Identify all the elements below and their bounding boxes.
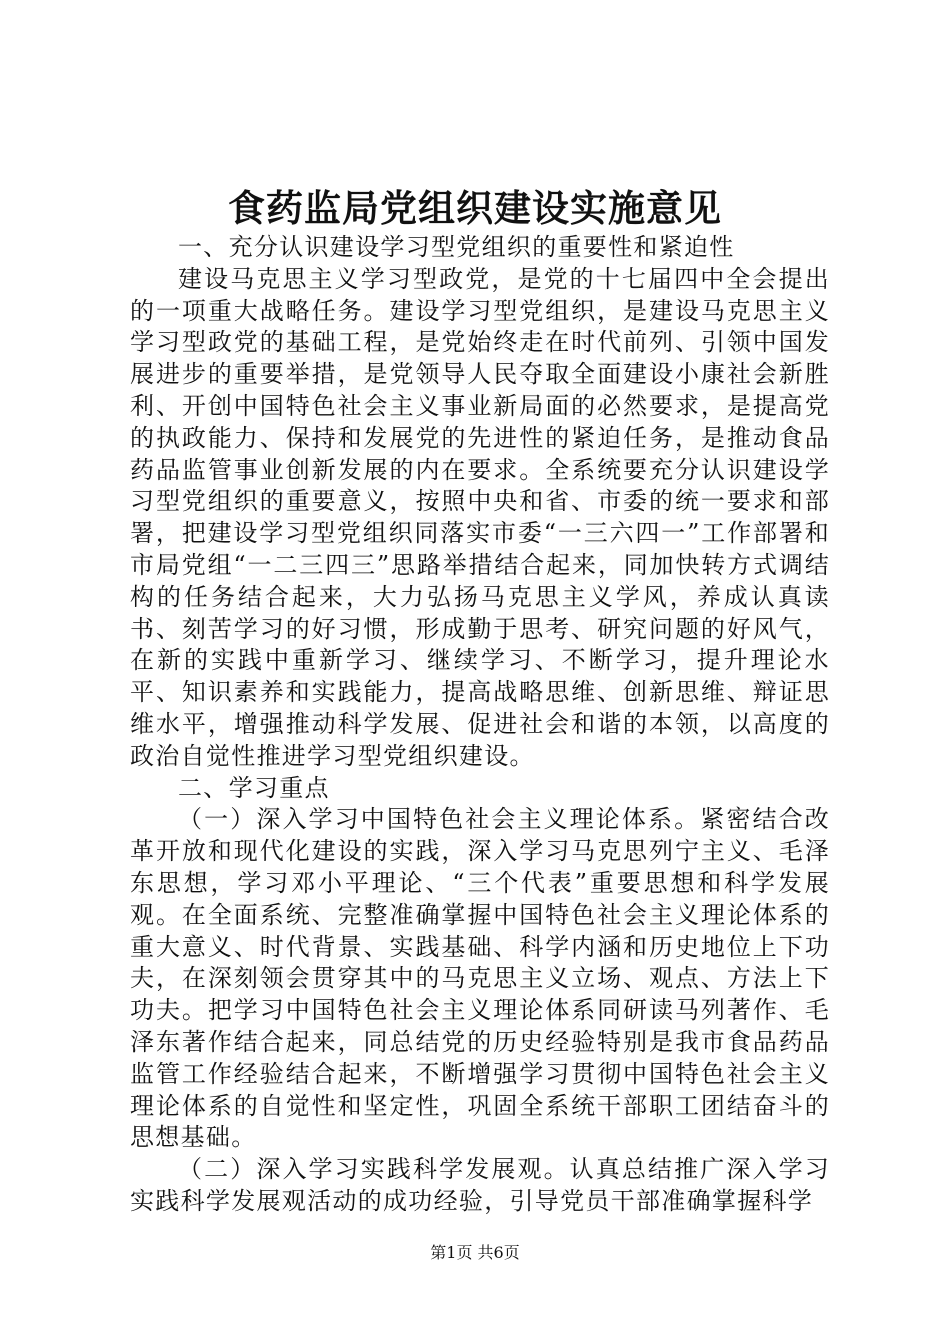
body-paragraph: （一）深入学习中国特色社会主义理论体系。紧密结合改革开放和现代化建设的实践，深入学习马克思列宁主义、毛泽东思想，学习邓小平理论、“三个代表”重要思想和科学发展观。在全面系统、完整准确掌握中国特色社会主义理论体系的重大意义、时代背景、实践基础、科学内涵和历史地位上下功夫，在深刻领会贯穿其中的马克思主义立场、观点、方法上下功夫。把学习中国特色社会主义理论体系同研读马列著作、毛泽东著作结合起来，同总结党的历史经验特别是我市食品药品监管工作经验结合起来，不断增强学习贯彻中国特色社会主义理论体系的自觉性和坚定性，巩固全系统干部职工团结奋斗的思想基础。 [130,805,830,1152]
body-paragraph: 建设马克思主义学习型政党，是党的十七届四中全会提出的一项重大战略任务。建设学习型党组织，是建设马克思主义学习型政党的基础工程，是党始终走在时代前列、引领中国发展进步的重要举措，是党领导人民夺取全面建设小康社会新胜利、开创中国特色社会主义事业新局面的必然要求，是提高党的执政能力、保持和发展党的先进性的紧迫任务，是推动食品药品监管事业创新发展的内在要求。全系统要充分认识建设学习型党组织的重要意义，按照中央和省、市委的统一要求和部署，把建设学习型党组织同落实市委“一三六四一”工作部署和市局党组“一二三四三”思路举措结合起来，同加快转方式调结构的任务结合起来，大力弘扬马克思主义学风，养成认真读书、刻苦学习的好习惯，形成勤于思考、研究问题的好风气，在新的实践中重新学习、继续学习、不断学习，提升理论水平、知识素养和实践能力，提高战略思维、创新思维、辩证思维水平，增强推动科学发展、促进社会和谐的本领，以高度的政治自觉性推进学习型党组织建设。 [130,264,830,770]
section-heading: 一、充分认识建设学习型党组织的重要性和紧迫性 [178,233,735,261]
section-heading: 二、学习重点 [178,773,330,802]
page-footer: 第1页 共6页 [430,1243,520,1262]
page-title: 食药监局党组织建设实施意见 [228,186,722,230]
body-paragraph: （二）深入学习实践科学发展观。认真总结推广深入学习实践科学发展观活动的成功经验，引导党员干部准确掌握科学 [130,1155,830,1215]
document-body [130,232,830,1218]
